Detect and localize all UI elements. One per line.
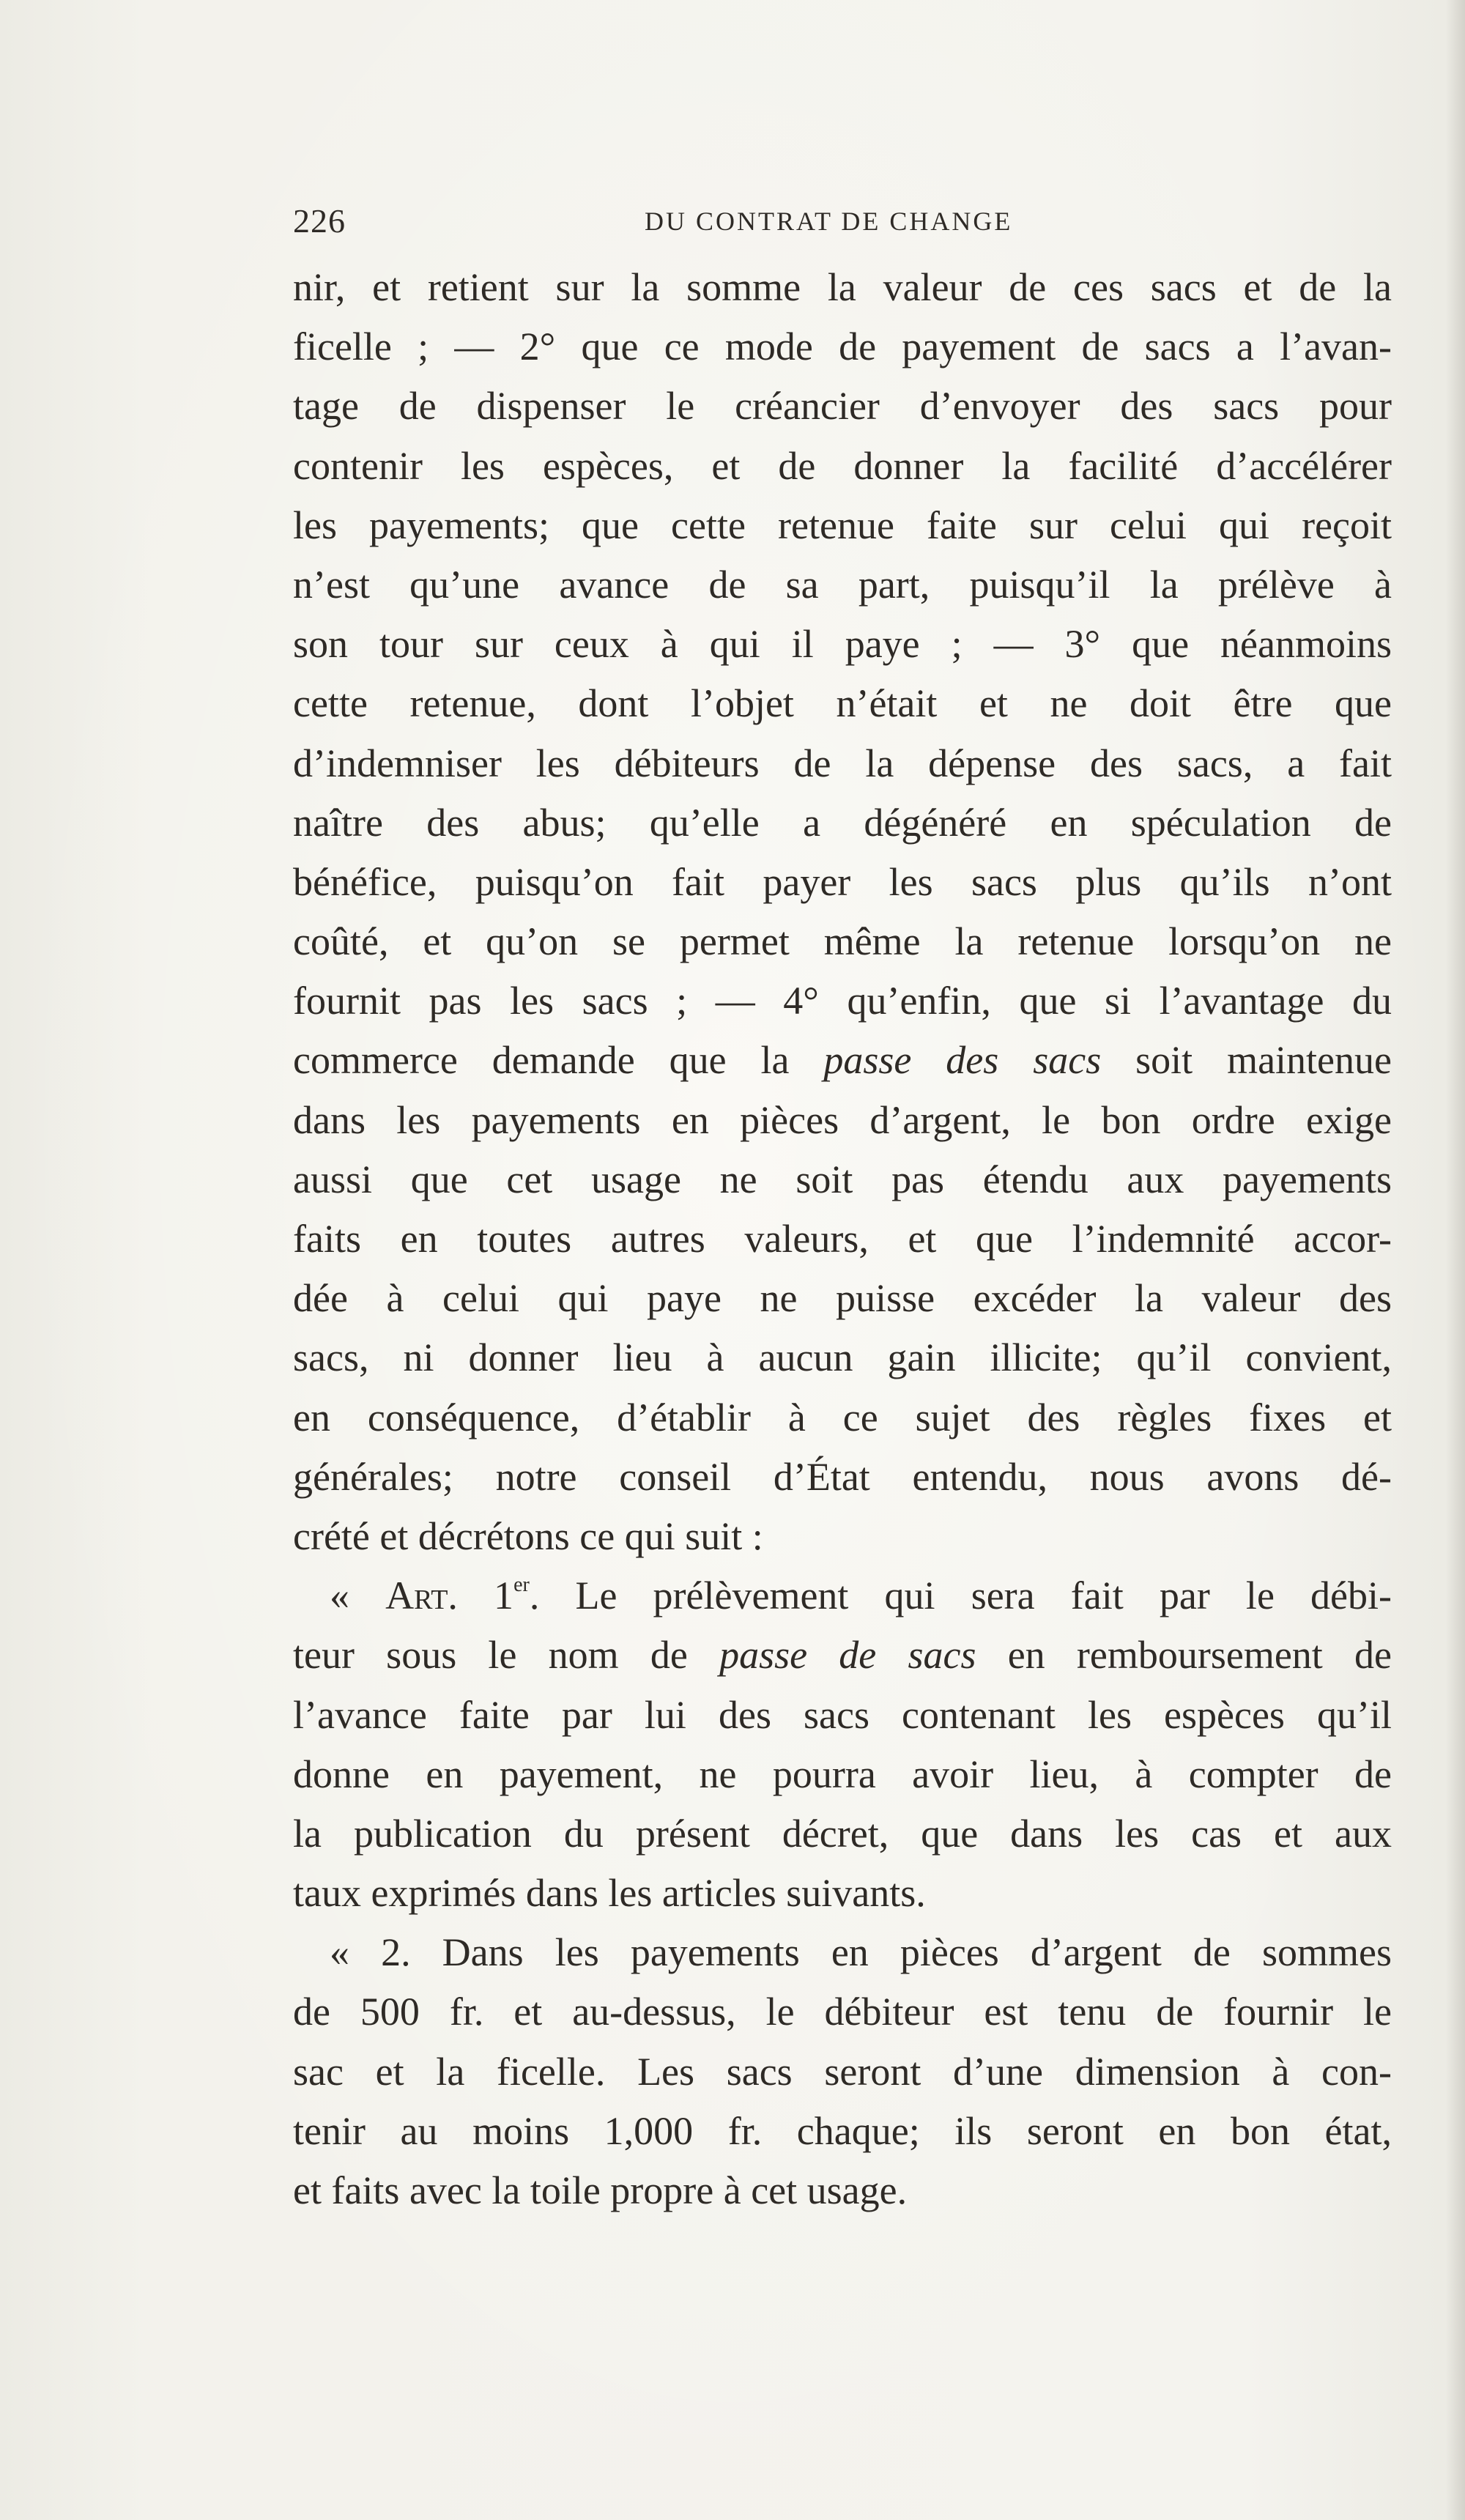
text-line: tage de dispenser le créancier d’envoyer des sacs pour — [293, 384, 1392, 429]
text-line: et faits avec la toile propre à cet usage. — [293, 2168, 908, 2212]
text-line: d’indemniser les débiteurs de la dépense des sacs, a fait — [293, 741, 1392, 785]
text-line: les payements; que cette retenue faite sur celui qui reçoit — [293, 503, 1392, 547]
text-line: son tour sur ceux à qui il paye ; — 3° que néanmoins — [293, 622, 1392, 667]
text-line-with-italic — [293, 1031, 1392, 1090]
running-title: DU CONTRAT DE CHANGE — [645, 207, 1013, 236]
text-line: crété et décrétons ce qui suit : — [293, 1513, 763, 1558]
text-line: générales; notre conseil d’État entendu, nous avons dé- — [293, 1454, 1392, 1499]
text-line: dans les payements en pièces d’argent, le bon ordre exige — [293, 1097, 1392, 1142]
page-number: 226 — [293, 202, 346, 240]
text-run: . Le prélèvement qui sera fait par le débi- — [529, 1574, 1392, 1618]
text-run: soit maintenue — [1101, 1038, 1392, 1083]
text-line: donne en payement, ne pourra avoir lieu, à compter de — [293, 1752, 1392, 1796]
ordinal-superscript: er — [513, 1574, 530, 1597]
page-header — [293, 201, 1392, 245]
text-line-with-italic — [293, 1626, 1392, 1685]
text-line: contenir les espèces, et de donner la facilité d’accélérer — [293, 443, 1392, 488]
text-line: fournit pas les sacs ; — 4° qu’enfin, que si l’avantage du — [293, 979, 1392, 1023]
text-line: dée à celui qui paye ne puisse excéder la valeur des — [293, 1276, 1392, 1321]
article-1-heading-line — [293, 1566, 1392, 1626]
text-line: coûté, et qu’on se permet même la retenue lorsqu’on ne — [293, 919, 1392, 964]
article-2-first-line: « 2. Dans les payements en pièces d’argent de sommes — [330, 1930, 1392, 1975]
italic-term: passe des sacs — [823, 1038, 1102, 1083]
italic-term: passe de sacs — [719, 1633, 976, 1678]
text-line: en conséquence, d’établir à ce sujet des règles fixes et — [293, 1395, 1392, 1439]
quote-mark: « — [330, 1574, 386, 1618]
text-line: taux exprimés dans les articles suivants. — [293, 1871, 926, 1916]
text-run: en remboursement de — [976, 1633, 1392, 1678]
text-run: teur sous le nom de — [293, 1633, 720, 1678]
text-line: la publication du présent décret, que dans les cas et aux — [293, 1811, 1392, 1856]
text-run: commerce demande que la — [293, 1038, 824, 1083]
text-line: nir, et retient sur la somme la valeur de ces sacs et de la — [293, 265, 1392, 309]
text-line: tenir au moins 1,000 fr. chaque; ils seront en bon état, — [293, 2108, 1392, 2153]
body-text — [293, 258, 1392, 2220]
text-line: n’est qu’une avance de sa part, puisqu’il la prélève à — [293, 562, 1392, 607]
text-line: naître des abus; qu’elle a dégénéré en spéculation de — [293, 800, 1392, 845]
text-line: bénéfice, puisqu’on fait payer les sacs plus qu’ils n’ont — [293, 859, 1392, 904]
text-line: l’avance faite par lui des sacs contenant les espèces qu’il — [293, 1692, 1392, 1737]
text-line: cette retenue, dont l’objet n’était et ne doit être que — [293, 681, 1392, 726]
text-line: aussi que cet usage ne soit pas étendu aux payements — [293, 1157, 1392, 1201]
text-line: ficelle ; — 2° que ce mode de payement de sacs a l’avan- — [293, 325, 1392, 369]
text-line: sac et la ficelle. Les sacs seront d’une dimension à con- — [293, 2049, 1392, 2094]
article-label: Art. — [385, 1574, 458, 1618]
page-fold-shadow — [1446, 0, 1465, 2520]
text-line: sacs, ni donner lieu à aucun gain illicite; qu’il convient, — [293, 1335, 1392, 1380]
text-line: de 500 fr. et au-dessus, le débiteur est tenu de fournir le — [293, 1990, 1392, 2034]
text-line: faits en toutes autres valeurs, et que l’indemnité accor- — [293, 1217, 1392, 1261]
article-number: 1 — [457, 1574, 514, 1618]
